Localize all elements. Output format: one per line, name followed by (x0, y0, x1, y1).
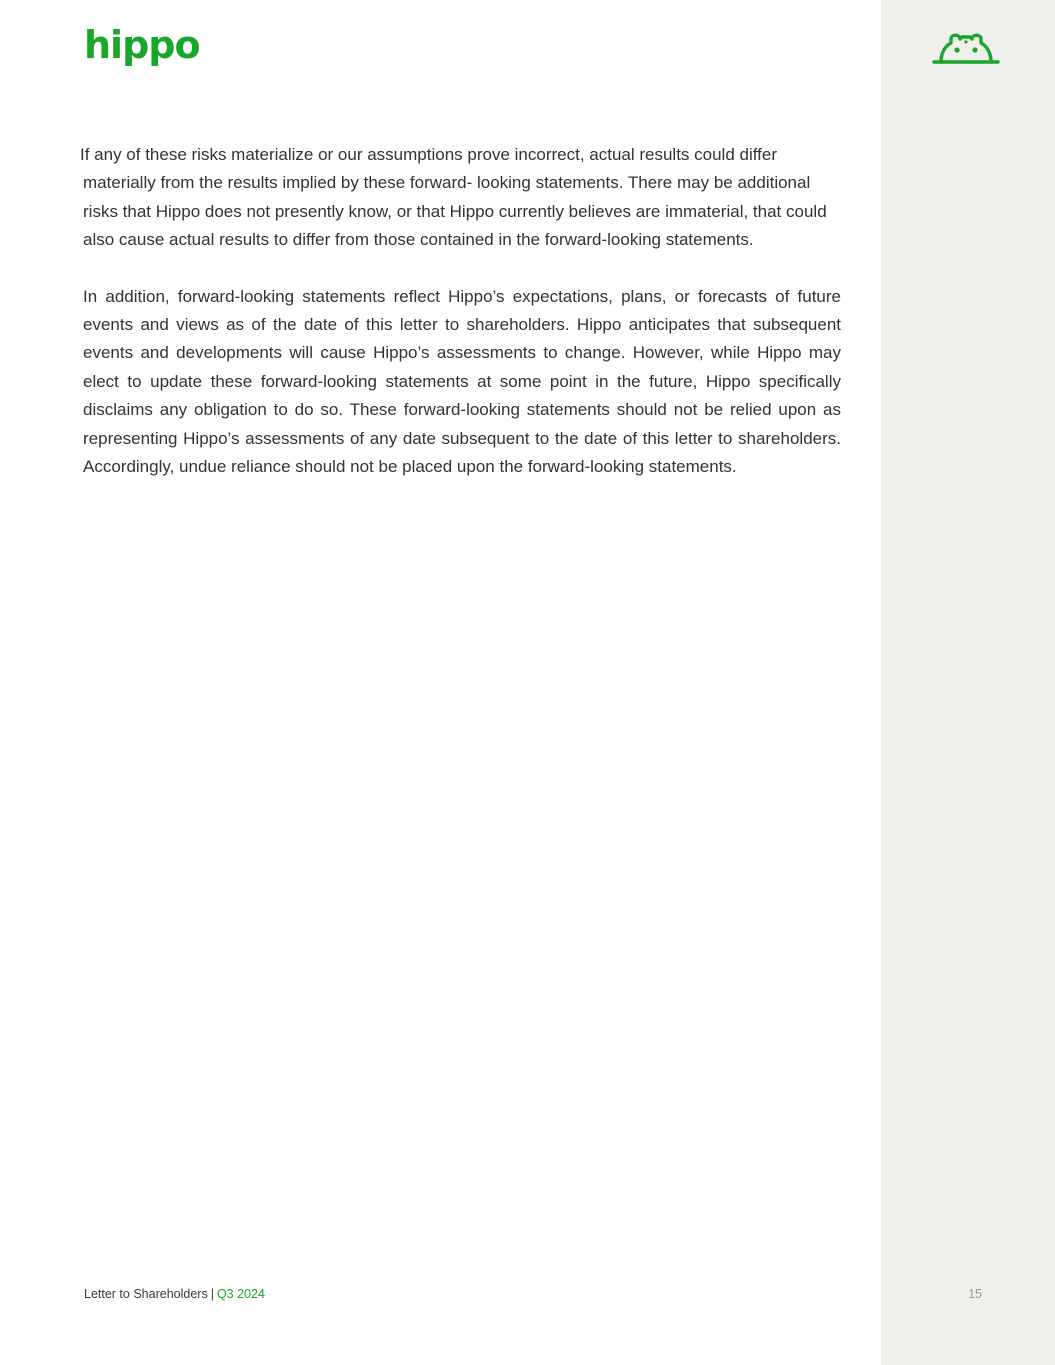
paragraph-risks: If any of these risks materialize or our assumptions prove incorrect, actual results could differ materially from the results implied by these forward- looking statements. There may be additional risks that Hippo does not presently know, or that Hippo currently believes are immaterial, that could also cause actual results to differ from those contained in the forward-looking statements. (80, 145, 827, 250)
hippo-logo: hippo (84, 23, 200, 67)
sidebar-panel (881, 0, 1055, 1365)
page-number: 15 (968, 1287, 982, 1301)
body-content (80, 141, 841, 481)
footer-separator: | (210, 1287, 214, 1301)
footer-document-label (84, 1287, 265, 1301)
footer-period: Q3 2024 (216, 1287, 265, 1301)
hippo-face-icon (930, 28, 1002, 68)
paragraph-forward-looking: In addition, forward-looking statements reflect Hippo’s expectations, plans, or forecasts of future events and views as of the date of this letter to shareholders. Hippo anticipates that subsequent events and developments will cause Hippo’s assessments to change. However, while Hippo may elect to update these forward-looking statements at some point in the future, Hippo specifically disclaims any obligation to do so. These forward-looking statements should not be relied upon as representing Hippo’s assessments of any date subsequent to the date of this letter to shareholders. Accordingly, undue reliance should not be placed upon the forward-looking statements. (83, 286, 841, 477)
footer-title: Letter to Shareholders (84, 1287, 208, 1301)
